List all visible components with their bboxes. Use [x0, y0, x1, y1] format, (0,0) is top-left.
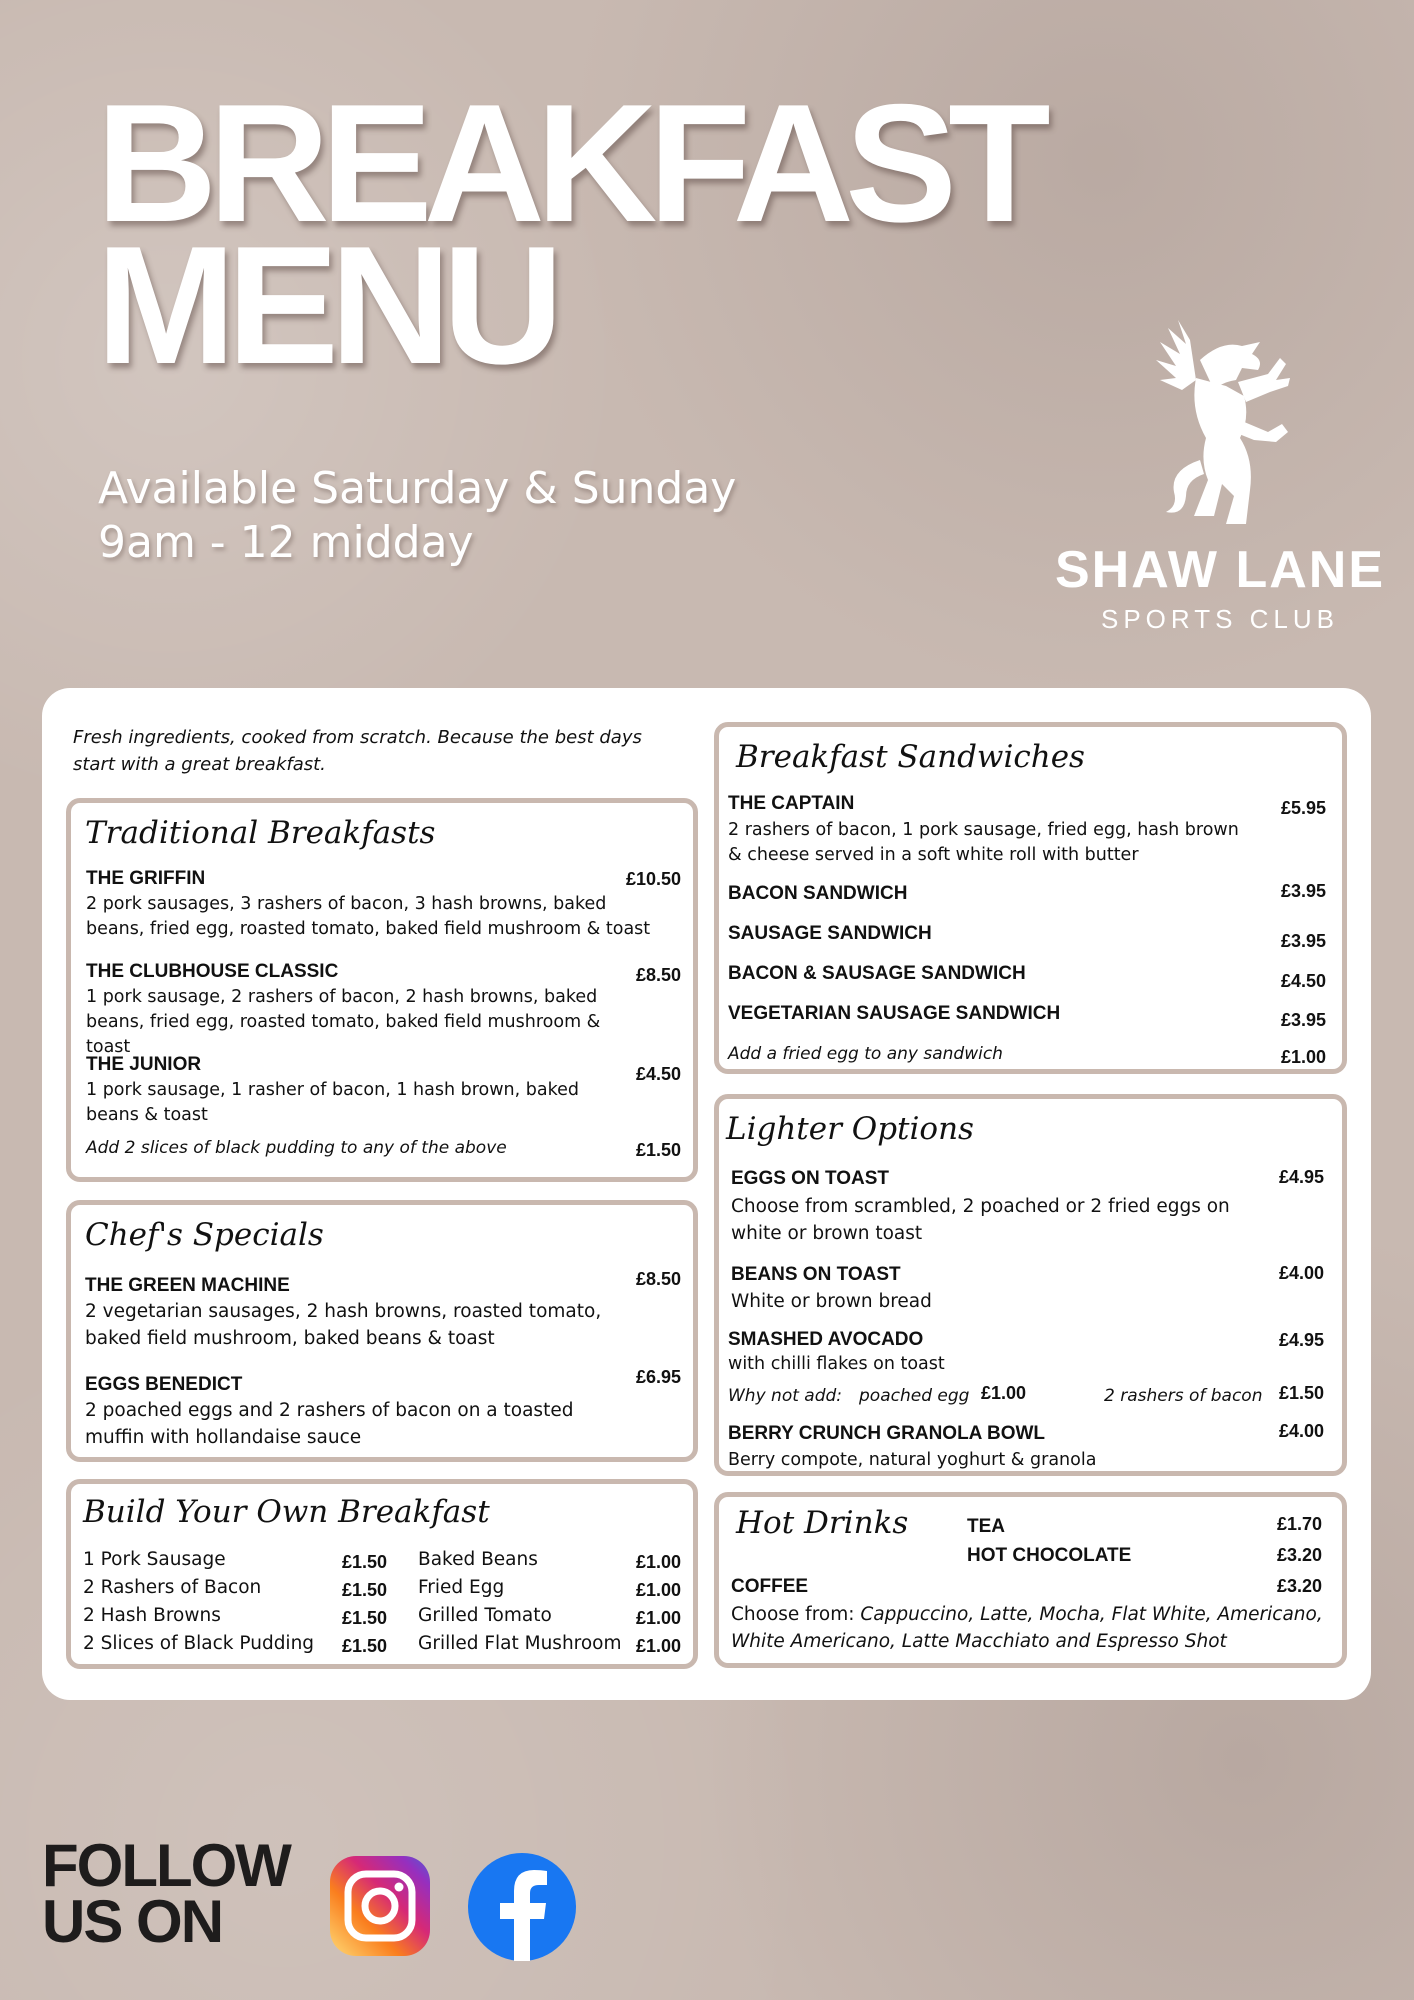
- item-description: Choose from scrambled, 2 poached or 2 fried eggs on white or brown toast: [731, 1196, 1230, 1244]
- item-description: Berry compote, natural yoghurt & granola: [728, 1450, 1097, 1470]
- build-item-price: £1.50: [342, 1636, 388, 1656]
- item-name: BERRY CRUNCH GRANOLA BOWL: [728, 1423, 1046, 1444]
- build-item-name: Baked Beans: [418, 1549, 538, 1570]
- item-description: 2 rashers of bacon, 1 pork sausage, fried egg, hash brown & cheese served in a soft white roll with butter: [728, 820, 1239, 865]
- coffee-options: [731, 1601, 1331, 1655]
- item-name: BACON & SAUSAGE SANDWICH: [728, 963, 1026, 984]
- build-item-price: £1.50: [342, 1608, 388, 1628]
- build-item-price: £1.50: [342, 1552, 388, 1572]
- availability-days: Available Saturday & Sunday: [98, 463, 737, 514]
- item-description: 2 poached eggs and 2 rashers of bacon on a toasted muffin with hollandaise sauce: [85, 1400, 574, 1448]
- item-description: 2 vegetarian sausages, 2 hash browns, roasted tomato, baked field mushroom, baked beans & toast: [85, 1301, 602, 1349]
- section-title: Chef's Specials: [85, 1217, 324, 1253]
- chefs-specials-section: [66, 1200, 698, 1462]
- follow-us-text: [42, 1832, 290, 1955]
- item-price: £4.00: [1278, 1263, 1324, 1283]
- menu-title: [96, 69, 1042, 399]
- item-name: VEGETARIAN SAUSAGE SANDWICH: [728, 1003, 1061, 1024]
- title-line-2: MENU: [96, 211, 555, 399]
- item-price: £8.50: [635, 1269, 681, 1289]
- intro-text: Fresh ingredients, cooked from scratch. Because the best days start with a great breakfast.: [73, 727, 642, 775]
- item-name: THE GRIFFIN: [86, 868, 206, 889]
- item-price: £10.50: [625, 869, 681, 889]
- item-name: COFFEE: [731, 1576, 809, 1597]
- item-description: White or brown bread: [731, 1291, 932, 1312]
- why-not-label: Why not add:: [728, 1386, 843, 1406]
- breakfast-sandwiches-section: [714, 722, 1347, 1074]
- item-name: THE GREEN MACHINE: [85, 1275, 290, 1296]
- build-your-own-section: [66, 1479, 698, 1669]
- item-name: EGGS ON TOAST: [731, 1168, 890, 1189]
- build-item-price: £1.50: [342, 1580, 388, 1600]
- item-price: £4.95: [1278, 1330, 1324, 1350]
- item-name: SMASHED AVOCADO: [728, 1329, 924, 1350]
- item-price: £1.70: [1276, 1514, 1322, 1534]
- item-price: £4.95: [1278, 1167, 1324, 1187]
- coffee-options-prefix: Choose from:: [731, 1604, 855, 1625]
- item-name: THE CAPTAIN: [728, 793, 855, 814]
- item-description: with chilli flakes on toast: [728, 1354, 945, 1374]
- item-name: TEA: [967, 1516, 1005, 1537]
- build-item-price: £1.00: [635, 1636, 681, 1656]
- item-name: BEANS ON TOAST: [731, 1264, 901, 1285]
- build-item-price: £1.00: [635, 1552, 681, 1572]
- item-name: BACON SANDWICH: [728, 883, 908, 904]
- item-name: SAUSAGE SANDWICH: [728, 923, 932, 944]
- build-item-price: £1.00: [635, 1608, 681, 1628]
- why-not-price: £1.50: [1278, 1383, 1324, 1403]
- follow-line-2: US ON: [42, 1888, 223, 1955]
- griffin-icon: [1130, 320, 1310, 530]
- item-price: £3.95: [1280, 881, 1326, 901]
- item-name: EGGS BENEDICT: [85, 1374, 243, 1395]
- section-title: Lighter Options: [726, 1111, 974, 1147]
- item-description: 1 pork sausage, 1 rasher of bacon, 1 hash brown, baked beans & toast: [86, 1080, 579, 1125]
- availability-hours: 9am - 12 midday: [98, 517, 474, 568]
- addon-note: Add a fried egg to any sandwich: [728, 1044, 1003, 1064]
- item-price: £3.95: [1280, 1010, 1326, 1030]
- build-item-name: Grilled Tomato: [418, 1605, 552, 1626]
- item-price: £3.95: [1280, 931, 1326, 951]
- instagram-icon[interactable]: [328, 1854, 432, 1958]
- item-price: £3.20: [1276, 1576, 1322, 1596]
- item-price: £3.20: [1276, 1545, 1322, 1565]
- section-title: Build Your Own Breakfast: [83, 1494, 490, 1530]
- section-title: Traditional Breakfasts: [85, 815, 436, 851]
- item-name: HOT CHOCOLATE: [967, 1545, 1132, 1566]
- lighter-options-section: [714, 1094, 1347, 1476]
- item-price: £6.95: [635, 1367, 681, 1387]
- addon-price: £1.00: [1280, 1047, 1326, 1067]
- item-price: £4.00: [1278, 1421, 1324, 1441]
- why-not-option: poached egg: [859, 1386, 970, 1406]
- facebook-icon[interactable]: [468, 1853, 576, 1961]
- club-logo: [1030, 320, 1410, 635]
- why-not-price: £1.00: [981, 1383, 1027, 1403]
- why-not-option: 2 rashers of bacon: [1104, 1386, 1263, 1406]
- traditional-breakfasts-section: [66, 798, 698, 1182]
- item-price: £5.95: [1280, 798, 1326, 818]
- follow-line-1: FOLLOW: [42, 1832, 290, 1899]
- item-name: THE CLUBHOUSE CLASSIC: [86, 961, 339, 982]
- item-description: 2 pork sausages, 3 rashers of bacon, 3 hash browns, baked beans, fried egg, roasted tomato, baked field mushroom & toast: [86, 894, 651, 939]
- build-item-name: 2 Slices of Black Pudding: [83, 1633, 315, 1654]
- build-item-name: Grilled Flat Mushroom: [418, 1633, 622, 1654]
- club-subtitle: SPORTS CLUB: [1100, 604, 1339, 634]
- item-price: £4.50: [635, 1064, 681, 1084]
- build-item-price: £1.00: [635, 1580, 681, 1600]
- build-item-name: Fried Egg: [418, 1577, 505, 1598]
- availability: [98, 462, 736, 570]
- item-price: £8.50: [635, 965, 681, 985]
- section-title: Breakfast Sandwiches: [736, 739, 1085, 775]
- addon-note: Add 2 slices of black pudding to any of the above: [86, 1138, 507, 1158]
- item-price: £4.50: [1280, 971, 1326, 991]
- item-name: THE JUNIOR: [86, 1054, 202, 1075]
- addon-price: £1.50: [635, 1140, 681, 1160]
- hot-drinks-section: [714, 1492, 1347, 1668]
- build-item-name: 2 Rashers of Bacon: [83, 1577, 262, 1598]
- item-description: 1 pork sausage, 2 rashers of bacon, 2 hash browns, baked beans, fried egg, roasted tomato, baked field mushroom & toast: [86, 987, 601, 1057]
- coffee-options-list: Cappuccino, Latte, Mocha, Flat White, Americano, White Americano, Latte Macchiato and Espresso Shot: [731, 1604, 1323, 1652]
- section-title: Hot Drinks: [736, 1505, 909, 1541]
- build-item-name: 1 Pork Sausage: [83, 1549, 226, 1570]
- build-item-name: 2 Hash Browns: [83, 1605, 221, 1626]
- club-name: SHAW LANE: [1055, 541, 1385, 599]
- title-line-1: BREAKFAST: [96, 69, 1042, 257]
